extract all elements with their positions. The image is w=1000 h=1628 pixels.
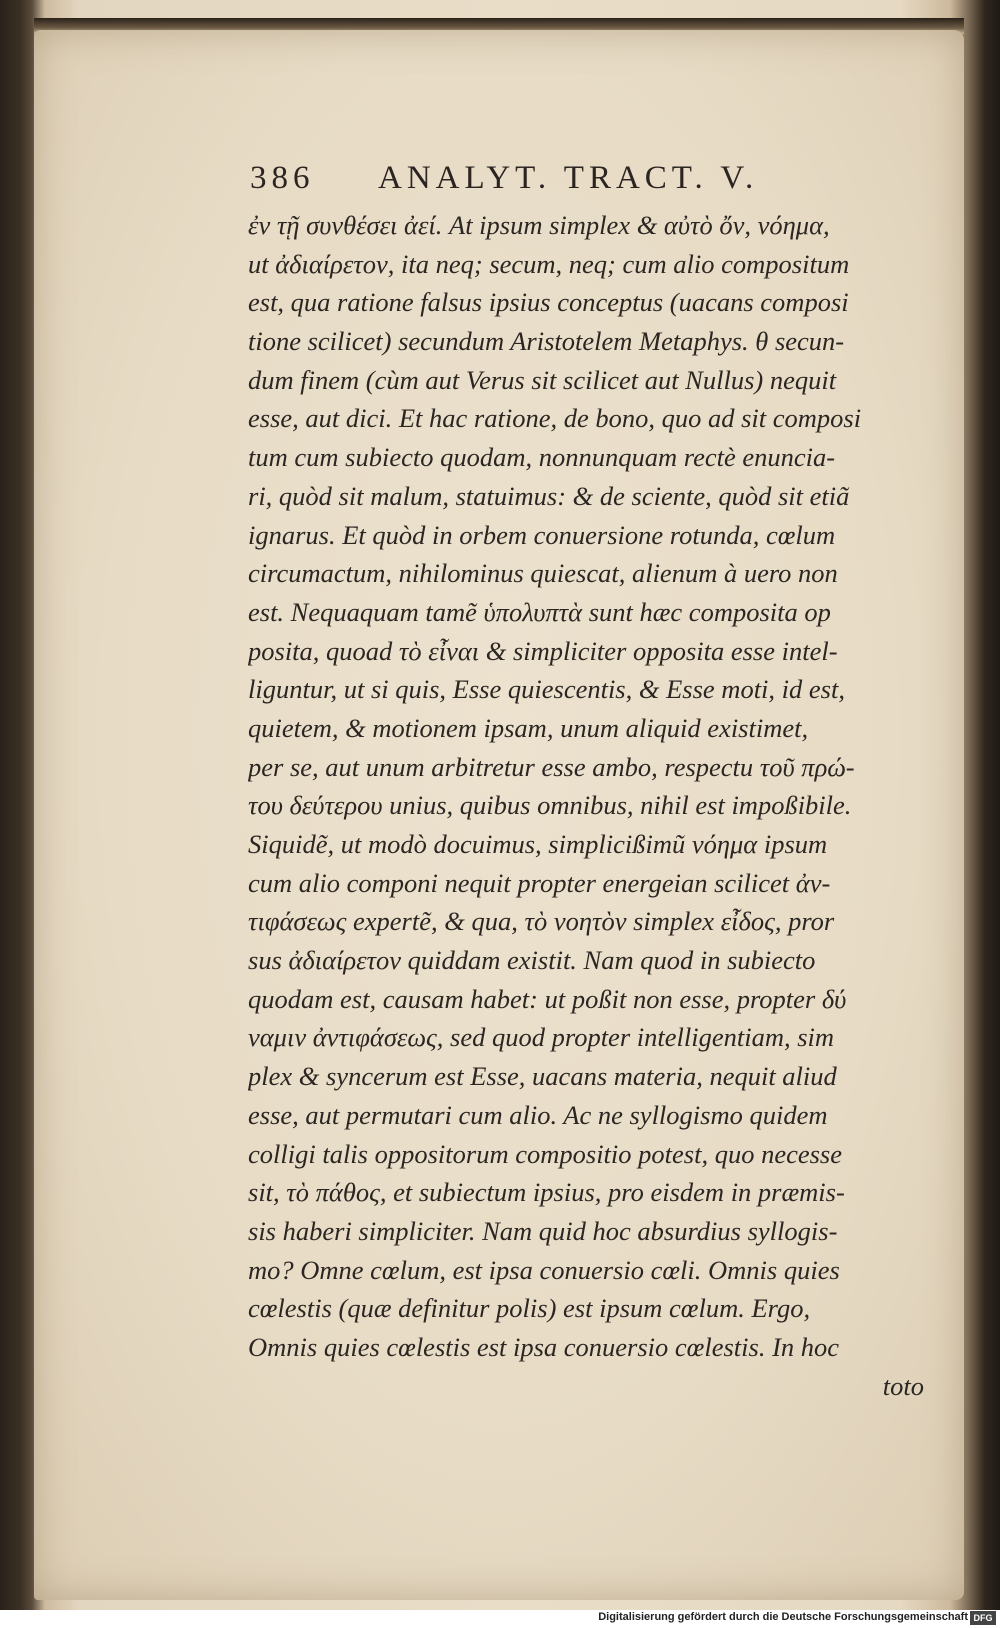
text-line: ignarus. Et quòd in orbem conuersione rotunda, cœlum xyxy=(248,519,836,550)
page-number: 386 xyxy=(250,160,315,196)
text-line: mo? Omne cœlum, est ipsa conuersio cœli. Omnis quies xyxy=(248,1254,840,1285)
text-line: plex & syncerum est Esse, uacans materia, nequit aliud xyxy=(248,1061,837,1092)
catchword: toto xyxy=(882,1370,924,1401)
text-line: colligi talis oppositorum compositio potest, quo necesse xyxy=(248,1138,842,1169)
text-line: per se, aut unum arbitretur esse ambo, respectu τοῦ πρώ- xyxy=(248,751,855,782)
text-line: Omnis quies cœlestis est ipsa conuersio cœlestis. In hoc xyxy=(248,1331,840,1362)
text-line: Siquidẽ, ut modò docuimus, simplicißimũ νόημα ipsum xyxy=(248,829,828,859)
running-title: ANALYT. TRACT. V. xyxy=(378,160,759,196)
page-body xyxy=(248,206,938,1405)
text-line: liguntur, ut si quis, Esse quiescentis, & Esse moti, id est, xyxy=(248,674,845,705)
text-line: τιφάσεως expertẽ, & qua, τὸ νοητὸν simplex εἶδος, pror xyxy=(248,906,835,937)
digitization-footer xyxy=(0,1610,1000,1628)
text-line: του δεύτερου unius, quibus omnibus, nihil est impoßibile. xyxy=(248,790,852,821)
text-line: sis haberi simpliciter. Nam quid hoc absurdius syllogis- xyxy=(248,1215,838,1246)
text-line: dum finem (cùm aut Verus sit scilicet aut Nullus) nequit xyxy=(248,364,837,395)
text-line: cœlestis (quæ definitur polis) est ipsum cœlum. Ergo, xyxy=(248,1293,811,1324)
dfg-logo-icon: DFG xyxy=(970,1611,996,1625)
text-line: cum alio componi nequit propter energeian scilicet ἀν- xyxy=(248,867,831,898)
text-line: circumactum, nihilominus quiescat, alienum à uero non xyxy=(248,558,838,589)
text-line: est, qua ratione falsus ipsius conceptus (uacans composi xyxy=(248,287,849,318)
text-line: quodam est, causam habet: ut poßit non esse, propter δύ xyxy=(248,983,847,1014)
text-line: tum cum subiecto quodam, nonnunquam rectè enuncia- xyxy=(248,442,836,473)
text-line: esse, aut permutari cum alio. Ac ne syllogismo quidem xyxy=(248,1099,828,1130)
page-header xyxy=(250,160,890,206)
text-line: sit, τὸ πάθος, et subiectum ipsius, pro eisdem in præmis- xyxy=(248,1177,845,1208)
text-line: esse, aut dici. Et hac ratione, de bono, quo ad sit composi xyxy=(248,403,862,434)
text-line: sus ἀδιαίρετον quiddam existit. Nam quod in subiecto xyxy=(248,945,816,976)
text-line: ἐν τῇ συνθέσει ἀεί. At ipsum simplex & αὐτὸ ὄν, νόημα, xyxy=(248,210,830,240)
text-line: tione scilicet) secundum Aristotelem Metaphys. θ secun- xyxy=(248,326,845,357)
text-line: quietem, & motionem ipsam, unum aliquid existimet, xyxy=(248,712,809,743)
footer-credit: Digitalisierung gefördert durch die Deutsche Forschungsgemeinschaft xyxy=(598,1611,968,1623)
text-line: ναμιν ἀντιφάσεως, sed quod propter intelligentiam, sim xyxy=(248,1022,835,1053)
text-line: ut ἀδιαίρετον, ita neq; secum, neq; cum alio compositum xyxy=(248,248,850,279)
text-line: ri, quòd sit malum, statuimus: & de sciente, quòd sit etiã xyxy=(248,480,850,511)
text-line: posita, quoad τὸ εἶναι & simpliciter opposita esse intel- xyxy=(248,635,838,666)
text-line: est. Nequaquam tamẽ ὑπολυπτὰ sunt hæc composita op xyxy=(248,596,831,627)
